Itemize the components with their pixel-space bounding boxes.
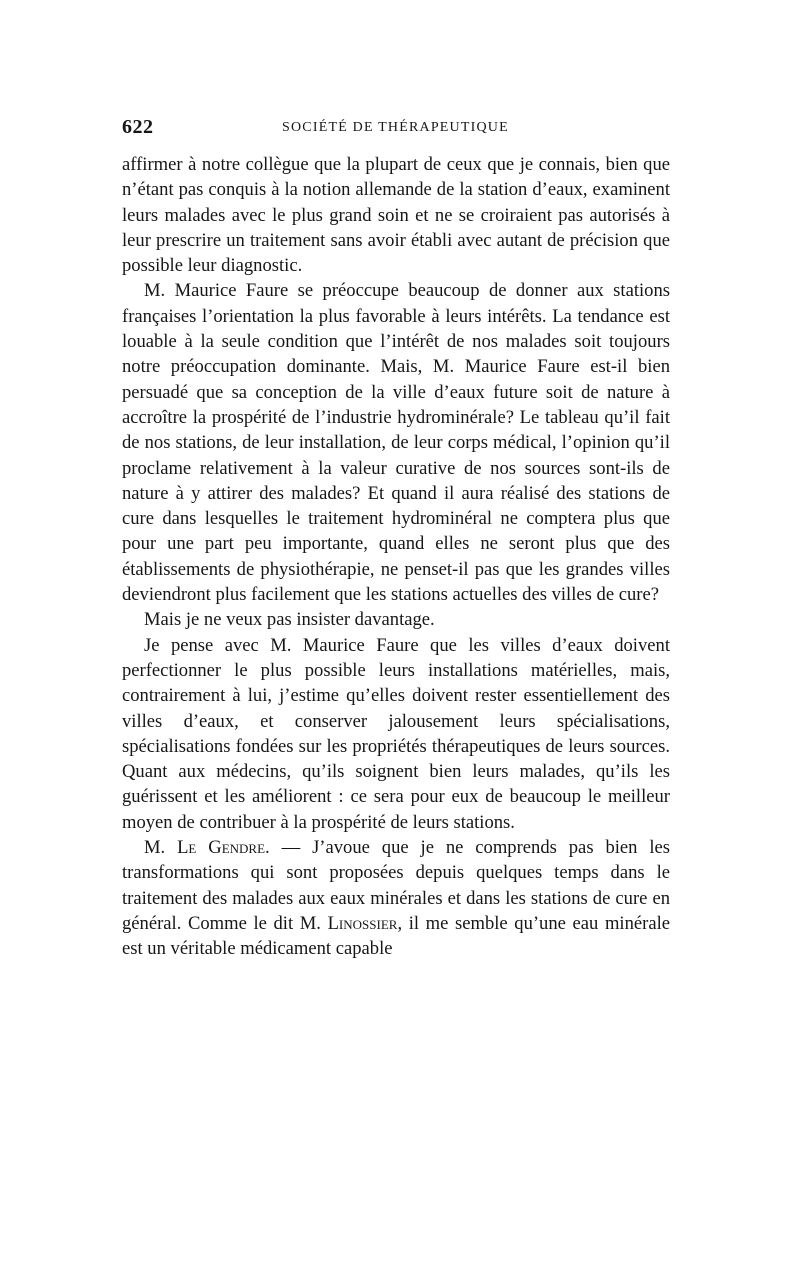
speech-text-part-1: — J’avoue que je ne comprends pas bien les transformations qui sont proposées depuis quelques temps dans le traitement des malades aux eaux minérales et dans les stations de cure en général. Comme le dit M. [122, 837, 671, 934]
paragraph-insister: Mais je ne veux pas insister davantage. [144, 609, 435, 631]
page-header [122, 116, 670, 140]
paragraph-villes-eaux: Je pense avec M. Maurice Faure que les villes d’eaux doivent perfectionner le plus possible leurs installations matérielles, mais, contrairement à lui, j’estime qu’elles doivent rester essentiellement des villes d’eaux, et conserver jalousement leurs spécialisations, spécialisations fondées sur les propriétés thérapeutiques de leurs sources. Quant aux médecins, qu’ils soignent bien leurs malades, qu’ils les guérissent et les améliorent : ce sera pour eux de beaucoup le meilleur moyen de contribuer à la prospérité de leurs stations. [122, 634, 670, 833]
paragraph-le-gendre [122, 835, 670, 961]
cited-name: Linossier [327, 912, 398, 934]
running-title: SOCIÉTÉ DE THÉRAPEUTIQUE [282, 120, 509, 135]
page-number: 622 [122, 116, 154, 138]
paragraph-faure-stations: M. Maurice Faure se préoccupe beaucoup de donner aux stations françaises l’orientation la plus favorable à leurs intérêts. La tendance est louable à la seule condition que l’intérêt de nos malades soit toujours notre préoccupation dominante. Mais, M. Maurice Faure est-il bien persuadé que sa conception de la ville d’eaux future soit de nature à accroître la prospérité de l’industrie hydrominérale? Le tableau qu’il fait de nos stations, de leur installation, de leur corps médical, l’opinion qu’il proclame relativement à la valeur curative de nos sources sont-ils de nature à y attirer des malades? Et quand il aura réalisé des stations de cure dans lesquelles le traitement hydrominéral ne comptera plus que pour une part peu importante, quand elles ne seront plus que des établissements de physiothérapie, ne penset-il pas que les grandes villes deviendront plus facilement que les stations actuelles des villes de cure? [122, 280, 670, 606]
paragraph-continued: affirmer à notre collègue que la plupart de ceux que je connais, bien que n’étant pas conquis à la notion allemande de la station d’eaux, examinent leurs malades avec le plus grand soin et ne se croiraient pas autorisés à leur prescrire un traitement sans avoir établi avec autant de précision que possible leur diagnostic. [122, 154, 670, 277]
body-text [122, 152, 670, 962]
speaker-name: M. Le Gendre. [144, 837, 270, 859]
speech-text-part-2: , il me semble qu’une eau minérale est un véritable médicament capable [122, 912, 670, 960]
